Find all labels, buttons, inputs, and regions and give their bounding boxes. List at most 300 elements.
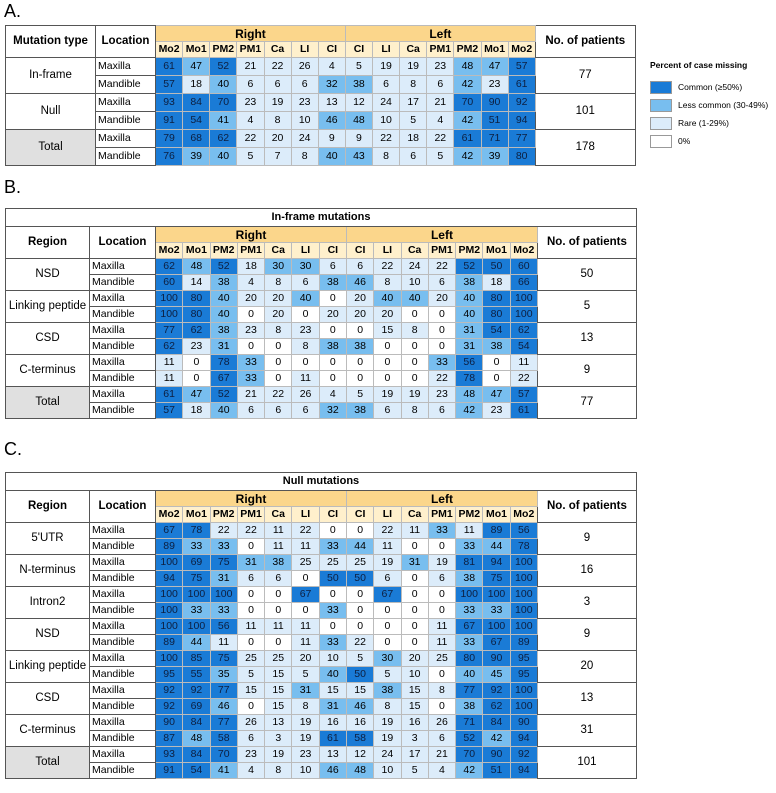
value-cell: 61 (319, 731, 346, 747)
value-cell: 92 (508, 94, 535, 112)
value-cell: 11 (374, 539, 401, 555)
value-cell: 8 (428, 683, 455, 699)
value-cell: 100 (156, 291, 183, 307)
value-cell: 22 (292, 523, 319, 539)
row-group-label: Total (6, 747, 90, 779)
value-cell: 19 (374, 555, 401, 571)
location-cell: Mandible (90, 307, 156, 323)
legend-label-rare: Rare (1-29%) (678, 118, 730, 128)
value-cell: 0 (428, 603, 455, 619)
value-cell: 24 (401, 259, 428, 275)
value-cell: 11 (292, 619, 319, 635)
value-cell: 58 (346, 731, 373, 747)
value-cell: 9 (345, 130, 372, 148)
value-cell: 6 (374, 403, 401, 419)
value-cell: 6 (237, 76, 264, 94)
value-cell: 100 (156, 619, 183, 635)
value-cell: 11 (210, 635, 237, 651)
value-cell: 33 (428, 355, 455, 371)
value-cell: 32 (318, 76, 345, 94)
value-cell: 6 (265, 571, 292, 587)
value-cell: 31 (319, 699, 346, 715)
value-cell: 23 (483, 403, 510, 419)
panel-label-b: B. (4, 177, 22, 197)
first-column-header: Region (6, 227, 90, 259)
value-cell: 19 (373, 58, 400, 76)
tooth-header-left: LI (374, 507, 401, 523)
value-cell: 38 (456, 275, 483, 291)
value-cell: 0 (265, 635, 292, 651)
value-cell: 90 (156, 715, 183, 731)
value-cell: 10 (374, 763, 401, 779)
table-row (6, 58, 636, 76)
value-cell: 8 (291, 148, 318, 166)
value-cell: 18 (183, 76, 210, 94)
value-cell: 100 (156, 307, 183, 323)
value-cell: 67 (156, 523, 183, 539)
value-cell: 30 (292, 259, 319, 275)
value-cell: 0 (401, 339, 428, 355)
value-cell: 11 (292, 635, 319, 651)
value-cell: 21 (428, 747, 455, 763)
table-c (5, 472, 637, 779)
value-cell: 39 (183, 148, 210, 166)
value-cell: 8 (401, 403, 428, 419)
value-cell: 26 (237, 715, 264, 731)
table-row (6, 651, 637, 667)
value-cell: 48 (346, 763, 373, 779)
value-cell: 62 (483, 699, 510, 715)
patients-cell: 101 (535, 94, 635, 130)
value-cell: 6 (428, 731, 455, 747)
value-cell: 22 (264, 58, 291, 76)
value-cell: 0 (428, 323, 455, 339)
value-cell: 8 (265, 323, 292, 339)
value-cell: 16 (401, 715, 428, 731)
row-group-label: Null (6, 94, 96, 130)
value-cell: 0 (319, 619, 346, 635)
value-cell: 0 (237, 339, 264, 355)
value-cell: 56 (510, 523, 537, 539)
value-cell: 94 (156, 571, 183, 587)
location-cell: Maxilla (96, 130, 156, 148)
value-cell: 6 (374, 571, 401, 587)
value-cell: 0 (346, 619, 373, 635)
value-cell: 16 (346, 715, 373, 731)
table-row (6, 355, 637, 371)
value-cell: 0 (428, 539, 455, 555)
value-cell: 0 (374, 339, 401, 355)
value-cell: 21 (237, 387, 264, 403)
value-cell: 40 (210, 291, 237, 307)
value-cell: 100 (510, 603, 537, 619)
value-cell: 23 (291, 94, 318, 112)
value-cell: 78 (456, 371, 483, 387)
value-cell: 11 (265, 523, 292, 539)
value-cell: 0 (183, 355, 210, 371)
location-cell: Mandible (90, 731, 156, 747)
value-cell: 80 (483, 307, 510, 323)
value-cell: 52 (456, 259, 483, 275)
row-group-label: CSD (6, 683, 90, 715)
value-cell: 20 (346, 291, 373, 307)
tooth-header-left: Mo2 (508, 42, 535, 58)
value-cell: 92 (156, 699, 183, 715)
tooth-header-left: Mo2 (510, 243, 537, 259)
location-cell: Maxilla (90, 323, 156, 339)
value-cell: 0 (401, 307, 428, 323)
value-cell: 79 (156, 130, 183, 148)
value-cell: 31 (292, 683, 319, 699)
value-cell: 84 (183, 94, 210, 112)
location-cell: Mandible (90, 339, 156, 355)
value-cell: 20 (428, 291, 455, 307)
tooth-header-right: CI (319, 507, 346, 523)
right-side-header: Right (156, 491, 347, 507)
value-cell: 0 (483, 355, 510, 371)
value-cell: 11 (456, 523, 483, 539)
tooth-header-left: Mo2 (510, 507, 537, 523)
value-cell: 5 (346, 651, 373, 667)
value-cell: 0 (237, 635, 264, 651)
value-cell: 40 (456, 307, 483, 323)
legend-swatch-rare (650, 117, 672, 130)
value-cell: 19 (374, 715, 401, 731)
tooth-header-right: Ca (265, 243, 292, 259)
value-cell: 54 (510, 339, 537, 355)
legend-item-rare (650, 116, 776, 130)
value-cell: 95 (510, 667, 537, 683)
value-cell: 95 (156, 667, 183, 683)
legend-swatch-less-common (650, 99, 672, 112)
tooth-header-left: LI (373, 42, 400, 58)
value-cell: 20 (292, 651, 319, 667)
value-cell: 0 (265, 355, 292, 371)
value-cell: 100 (510, 555, 537, 571)
value-cell: 6 (237, 571, 264, 587)
value-cell: 33 (183, 603, 210, 619)
table-row (6, 387, 637, 403)
value-cell: 31 (210, 571, 237, 587)
value-cell: 3 (401, 731, 428, 747)
value-cell: 68 (183, 130, 210, 148)
value-cell: 75 (210, 651, 237, 667)
value-cell: 13 (319, 747, 346, 763)
value-cell: 40 (292, 291, 319, 307)
value-cell: 61 (454, 130, 481, 148)
tooth-header-left: PM2 (456, 507, 483, 523)
value-cell: 0 (401, 587, 428, 603)
patients-cell: 3 (537, 587, 636, 619)
value-cell: 0 (374, 371, 401, 387)
location-cell: Mandible (90, 275, 156, 291)
value-cell: 0 (346, 371, 373, 387)
value-cell: 6 (265, 403, 292, 419)
value-cell: 0 (374, 603, 401, 619)
tooth-header-left: PM2 (456, 243, 483, 259)
value-cell: 78 (183, 523, 210, 539)
value-cell: 33 (319, 603, 346, 619)
value-cell: 47 (183, 387, 210, 403)
value-cell: 62 (156, 339, 183, 355)
value-cell: 90 (483, 651, 510, 667)
value-cell: 66 (510, 275, 537, 291)
value-cell: 0 (346, 323, 373, 339)
table-row (6, 291, 637, 307)
value-cell: 100 (156, 587, 183, 603)
value-cell: 17 (401, 747, 428, 763)
value-cell: 13 (265, 715, 292, 731)
value-cell: 40 (210, 76, 237, 94)
value-cell: 62 (510, 323, 537, 339)
value-cell: 38 (210, 323, 237, 339)
location-cell: Maxilla (90, 651, 156, 667)
patients-cell: 50 (537, 259, 636, 291)
value-cell: 23 (481, 76, 508, 94)
value-cell: 67 (210, 371, 237, 387)
patients-column-header: No. of patients (537, 491, 636, 523)
value-cell: 15 (319, 683, 346, 699)
value-cell: 47 (183, 58, 210, 76)
value-cell: 20 (265, 291, 292, 307)
tooth-header-left: Mo1 (483, 507, 510, 523)
value-cell: 38 (374, 683, 401, 699)
value-cell: 20 (374, 307, 401, 323)
location-cell: Maxilla (90, 291, 156, 307)
value-cell: 8 (374, 699, 401, 715)
value-cell: 11 (265, 539, 292, 555)
tooth-header-right: Ca (264, 42, 291, 58)
value-cell: 8 (292, 699, 319, 715)
value-cell: 6 (237, 403, 264, 419)
value-cell: 30 (374, 651, 401, 667)
value-cell: 52 (456, 731, 483, 747)
value-cell: 40 (456, 291, 483, 307)
value-cell: 20 (401, 651, 428, 667)
left-side-header: Left (345, 26, 535, 42)
value-cell: 0 (319, 355, 346, 371)
value-cell: 0 (346, 603, 373, 619)
value-cell: 92 (183, 683, 210, 699)
location-cell: Mandible (90, 667, 156, 683)
value-cell: 46 (210, 699, 237, 715)
value-cell: 100 (510, 683, 537, 699)
value-cell: 5 (237, 148, 264, 166)
value-cell: 20 (237, 291, 264, 307)
value-cell: 57 (156, 76, 183, 94)
value-cell: 75 (483, 571, 510, 587)
value-cell: 6 (373, 76, 400, 94)
legend-title: Percent of case missing (650, 60, 748, 70)
value-cell: 0 (374, 355, 401, 371)
value-cell: 19 (374, 731, 401, 747)
value-cell: 33 (183, 539, 210, 555)
panel-label-c: C. (4, 439, 22, 459)
value-cell: 20 (319, 307, 346, 323)
value-cell: 35 (210, 667, 237, 683)
value-cell: 50 (346, 667, 373, 683)
value-cell: 11 (292, 371, 319, 387)
table-row (6, 683, 637, 699)
value-cell: 15 (265, 667, 292, 683)
value-cell: 87 (156, 731, 183, 747)
value-cell: 33 (210, 539, 237, 555)
value-cell: 42 (454, 76, 481, 94)
value-cell: 0 (319, 587, 346, 603)
location-column-header: Location (96, 26, 156, 58)
value-cell: 80 (183, 291, 210, 307)
value-cell: 90 (481, 94, 508, 112)
value-cell: 20 (265, 307, 292, 323)
value-cell: 94 (508, 112, 535, 130)
value-cell: 38 (456, 571, 483, 587)
tooth-header-right: PM2 (210, 507, 237, 523)
value-cell: 11 (156, 371, 183, 387)
location-cell: Mandible (90, 571, 156, 587)
value-cell: 0 (292, 603, 319, 619)
row-group-label: 5'UTR (6, 523, 90, 555)
value-cell: 43 (345, 148, 372, 166)
location-column-header: Location (90, 491, 156, 523)
value-cell: 6 (292, 403, 319, 419)
value-cell: 100 (456, 587, 483, 603)
value-cell: 67 (292, 587, 319, 603)
value-cell: 41 (210, 763, 237, 779)
value-cell: 46 (318, 112, 345, 130)
value-cell: 38 (346, 403, 373, 419)
tooth-header-right: LI (291, 42, 318, 58)
value-cell: 42 (456, 403, 483, 419)
value-cell: 77 (210, 715, 237, 731)
legend-label-common: Common (≥50%) (678, 82, 743, 92)
tooth-header-left: Mo1 (481, 42, 508, 58)
table-row (6, 259, 637, 275)
value-cell: 0 (237, 307, 264, 323)
table-row (6, 715, 637, 731)
value-cell: 33 (237, 355, 264, 371)
value-cell: 10 (373, 112, 400, 130)
value-cell: 26 (428, 715, 455, 731)
value-cell: 4 (427, 112, 454, 130)
value-cell: 12 (345, 94, 372, 112)
value-cell: 80 (508, 148, 535, 166)
table-row (6, 323, 637, 339)
value-cell: 84 (183, 747, 210, 763)
value-cell: 61 (156, 387, 183, 403)
table-row (6, 587, 637, 603)
value-cell: 10 (292, 763, 319, 779)
tooth-header-right: Ca (265, 507, 292, 523)
value-cell: 4 (237, 275, 264, 291)
value-cell: 4 (237, 112, 264, 130)
value-cell: 6 (291, 76, 318, 94)
value-cell: 19 (428, 555, 455, 571)
value-cell: 22 (237, 523, 264, 539)
row-group-label: C-terminus (6, 355, 90, 387)
value-cell: 18 (400, 130, 427, 148)
value-cell: 57 (510, 387, 537, 403)
patients-cell: 77 (537, 387, 636, 419)
value-cell: 33 (483, 603, 510, 619)
value-cell: 38 (319, 275, 346, 291)
value-cell: 44 (346, 539, 373, 555)
patients-cell: 101 (537, 747, 636, 779)
value-cell: 77 (508, 130, 535, 148)
value-cell: 0 (428, 667, 455, 683)
value-cell: 6 (428, 571, 455, 587)
value-cell: 23 (292, 323, 319, 339)
value-cell: 0 (401, 635, 428, 651)
value-cell: 52 (210, 58, 237, 76)
value-cell: 23 (237, 94, 264, 112)
location-cell: Mandible (90, 699, 156, 715)
value-cell: 6 (292, 275, 319, 291)
value-cell: 60 (510, 259, 537, 275)
patients-cell: 178 (535, 130, 635, 166)
value-cell: 57 (156, 403, 183, 419)
value-cell: 15 (237, 683, 264, 699)
tooth-header-right: PM1 (237, 507, 264, 523)
value-cell: 6 (264, 76, 291, 94)
value-cell: 0 (265, 603, 292, 619)
value-cell: 5 (237, 667, 264, 683)
patients-cell: 13 (537, 323, 636, 355)
value-cell: 23 (237, 323, 264, 339)
value-cell: 100 (510, 619, 537, 635)
tooth-header-left: PM1 (427, 42, 454, 58)
tooth-header-right: Mo1 (183, 42, 210, 58)
legend-swatch-zero (650, 135, 672, 148)
tooth-header-left: LI (374, 243, 401, 259)
value-cell: 44 (183, 635, 210, 651)
value-cell: 19 (292, 715, 319, 731)
value-cell: 19 (374, 387, 401, 403)
value-cell: 8 (374, 275, 401, 291)
location-cell: Maxilla (90, 555, 156, 571)
value-cell: 19 (400, 58, 427, 76)
table-row (6, 619, 637, 635)
value-cell: 0 (292, 571, 319, 587)
left-side-header: Left (346, 227, 537, 243)
value-cell: 10 (291, 112, 318, 130)
value-cell: 22 (237, 130, 264, 148)
value-cell: 0 (401, 371, 428, 387)
value-cell: 42 (454, 112, 481, 130)
value-cell: 40 (401, 291, 428, 307)
row-group-label: Intron2 (6, 587, 90, 619)
value-cell: 84 (183, 715, 210, 731)
value-cell: 38 (265, 555, 292, 571)
value-cell: 33 (210, 603, 237, 619)
value-cell: 56 (210, 619, 237, 635)
value-cell: 31 (401, 555, 428, 571)
location-cell: Mandible (90, 763, 156, 779)
value-cell: 0 (319, 323, 346, 339)
first-column-header: Mutation type (6, 26, 96, 58)
value-cell: 62 (183, 323, 210, 339)
location-cell: Maxilla (90, 355, 156, 371)
value-cell: 19 (401, 387, 428, 403)
value-cell: 20 (346, 307, 373, 323)
value-cell: 9 (318, 130, 345, 148)
row-group-label: Linking peptide (6, 651, 90, 683)
value-cell: 25 (265, 651, 292, 667)
value-cell: 25 (319, 555, 346, 571)
value-cell: 69 (183, 555, 210, 571)
value-cell: 75 (210, 555, 237, 571)
value-cell: 0 (483, 371, 510, 387)
value-cell: 25 (428, 651, 455, 667)
